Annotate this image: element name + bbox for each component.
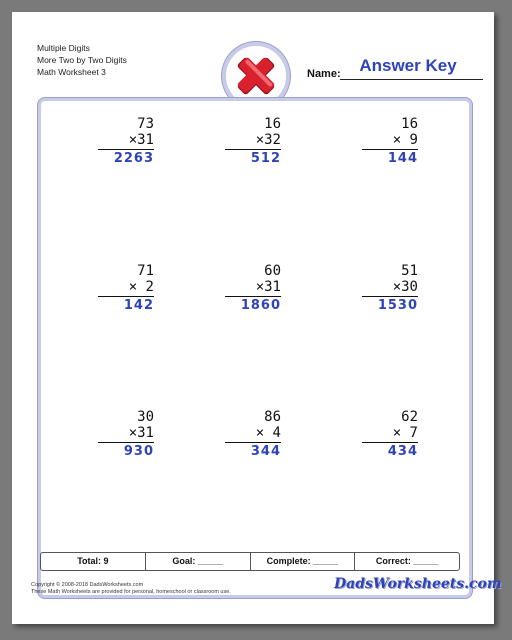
answer-rule <box>362 296 418 297</box>
problem-2 <box>225 116 281 166</box>
multiplier: ×30 <box>392 279 418 295</box>
answer: 434 <box>387 444 418 459</box>
multiplier: ×31 <box>255 279 281 295</box>
problem-7 <box>98 409 154 459</box>
multiplier: × 7 <box>392 425 418 441</box>
name-line <box>340 79 483 80</box>
multiplicand: 62 <box>401 409 418 425</box>
answer: 144 <box>387 151 418 166</box>
answer: 142 <box>123 298 154 313</box>
title-line-2: More Two by Two Digits <box>37 55 127 65</box>
answer-rule <box>225 149 281 150</box>
multiplier: × 9 <box>392 132 418 148</box>
name-label: Name: <box>307 68 341 80</box>
red-x-icon <box>226 46 286 106</box>
multiplicand: 71 <box>137 263 154 279</box>
multiplicand: 73 <box>137 116 154 132</box>
problem-9 <box>362 409 418 459</box>
multiplier: ×31 <box>128 132 154 148</box>
answer-rule <box>98 149 154 150</box>
multiplier: × 2 <box>128 279 154 295</box>
multiplier: × 4 <box>255 425 281 441</box>
multiplicand: 60 <box>264 263 281 279</box>
copyright-line-2: These Math Worksheets are provided for personal, homeschool or classroom use. <box>31 589 231 595</box>
worksheet-title <box>37 42 127 78</box>
title-line-1: Multiple Digits <box>37 43 90 53</box>
multiplicand: 16 <box>401 116 418 132</box>
multiplier: ×32 <box>255 132 281 148</box>
brand-logo: DadsWorksheets.com <box>334 576 502 592</box>
answer-rule <box>225 296 281 297</box>
multiplicand: 30 <box>137 409 154 425</box>
score-goal: Goal: _____ <box>146 553 251 570</box>
copyright-notice <box>31 582 231 596</box>
problem-4 <box>98 263 154 313</box>
score-correct: Correct: _____ <box>375 556 439 566</box>
multiplicand: 86 <box>264 409 281 425</box>
answer: 1530 <box>377 298 418 313</box>
copyright-line-1: Copyright © 2008-2018 DadsWorksheets.com <box>31 582 144 588</box>
worksheet-page <box>12 12 494 624</box>
answer-rule <box>362 149 418 150</box>
problems-frame <box>38 98 472 598</box>
answer: 1860 <box>240 298 281 313</box>
problem-1 <box>98 116 154 166</box>
problem-8 <box>225 409 281 459</box>
problem-6 <box>362 263 418 313</box>
answer-rule <box>362 442 418 443</box>
answer: 2263 <box>113 151 154 166</box>
problem-5 <box>225 263 281 313</box>
answer: 344 <box>250 444 281 459</box>
problem-3 <box>362 116 418 166</box>
answer-rule <box>98 442 154 443</box>
score-complete: Complete: _____ <box>251 553 356 570</box>
answer-rule <box>98 296 154 297</box>
multiplicand: 51 <box>401 263 418 279</box>
answer: 930 <box>123 444 154 459</box>
answer: 512 <box>250 151 281 166</box>
score-total: Total: 9 <box>41 553 146 570</box>
answer-rule <box>225 442 281 443</box>
multiplier: ×31 <box>128 425 154 441</box>
answer-key-text: Answer Key <box>359 56 457 75</box>
title-line-3: Math Worksheet 3 <box>37 67 106 77</box>
multiplicand: 16 <box>264 116 281 132</box>
score-bar <box>40 552 460 571</box>
